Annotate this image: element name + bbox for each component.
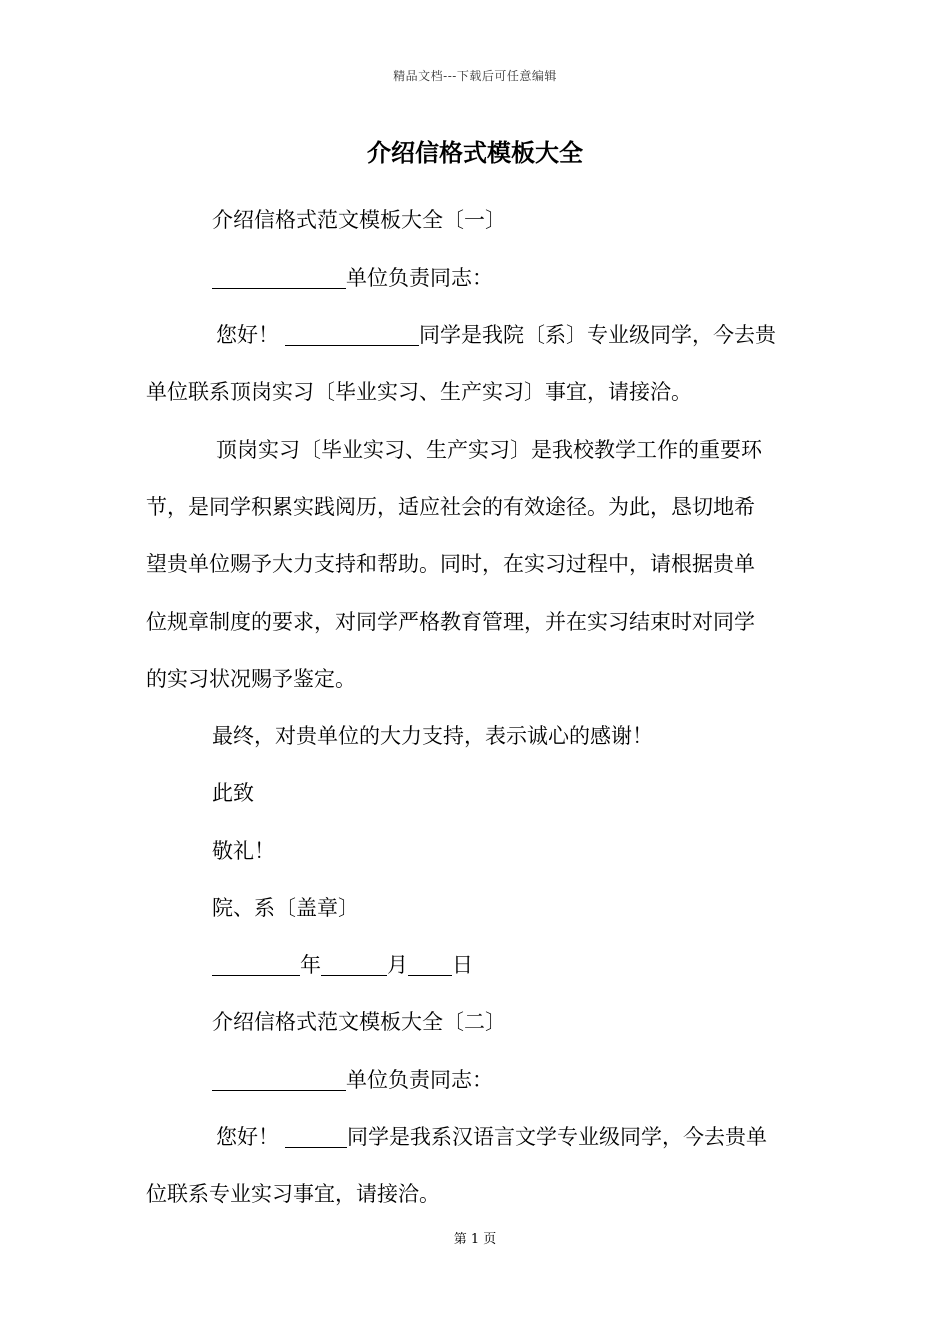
- section1-p1-line2: 单位联系顶岗实习〔毕业实习、生产实习〕事宜，请接洽。: [146, 380, 692, 404]
- section1-salutation-line: [212, 263, 874, 293]
- section1-closing2: 敬礼！: [212, 839, 275, 863]
- page-header: 精品文档---下载后可任意编辑: [393, 69, 557, 83]
- p1-line1-text: 同学是我系汉语言文学专业级同学，今去贵单: [347, 1125, 767, 1149]
- section2-p1-line2: 位联系专业实习事宜，请接洽。: [146, 1182, 440, 1206]
- section1-p2-line1: [212, 435, 874, 465]
- section1-p2-line4: 位规章制度的要求，对同学严格教育管理，并在实习结束时对同学: [146, 610, 755, 634]
- greeting-text: 您好！: [216, 323, 279, 347]
- p1-line1-text: 同学是我院〔系〕专业级同学，今去贵: [419, 323, 776, 347]
- fill-blank: [285, 323, 419, 346]
- fill-blank: [212, 1068, 346, 1091]
- section1-thanks: 最终，对贵单位的大力支持，表示诚心的感谢！: [212, 724, 653, 748]
- fill-blank: [212, 266, 346, 289]
- fill-blank: [212, 953, 300, 976]
- p2-line1-text: 顶岗实习〔毕业实习、生产实习〕是我校教学工作的重要环: [216, 438, 762, 462]
- section1-date-line: [212, 950, 874, 980]
- section1-p1-line1: [212, 320, 874, 350]
- greeting-text: 您好！: [216, 1125, 279, 1149]
- page-footer: 第 1 页: [453, 1232, 497, 1247]
- salutation-text: 单位负责同志：: [346, 1068, 493, 1092]
- section1-signature: 院、系〔盖章〕: [212, 896, 359, 920]
- section1-p2-line3: 望贵单位赐予大力支持和帮助。同时，在实习过程中，请根据贵单: [146, 552, 755, 576]
- date-year-label: 年: [300, 953, 321, 977]
- fill-blank: [321, 953, 387, 976]
- document-title: 介绍信格式模板大全: [367, 138, 583, 167]
- section1-p2-line2: 节，是同学积累实践阅历，适应社会的有效途径。为此，恳切地希: [146, 495, 755, 519]
- date-month-label: 月: [387, 953, 408, 977]
- section2-salutation-line: [212, 1065, 874, 1095]
- date-day-label: 日: [452, 953, 473, 977]
- section1-closing1: 此致: [212, 781, 254, 805]
- section1-p2-line5: 的实习状况赐予鉴定。: [146, 667, 356, 691]
- section1-heading: 介绍信格式范文模板大全〔一〕: [212, 208, 506, 232]
- section2-heading: 介绍信格式范文模板大全〔二〕: [212, 1010, 506, 1034]
- fill-blank: [408, 953, 452, 976]
- fill-blank: [285, 1125, 347, 1148]
- salutation-text: 单位负责同志：: [346, 266, 493, 290]
- section2-p1-line1: [212, 1122, 874, 1152]
